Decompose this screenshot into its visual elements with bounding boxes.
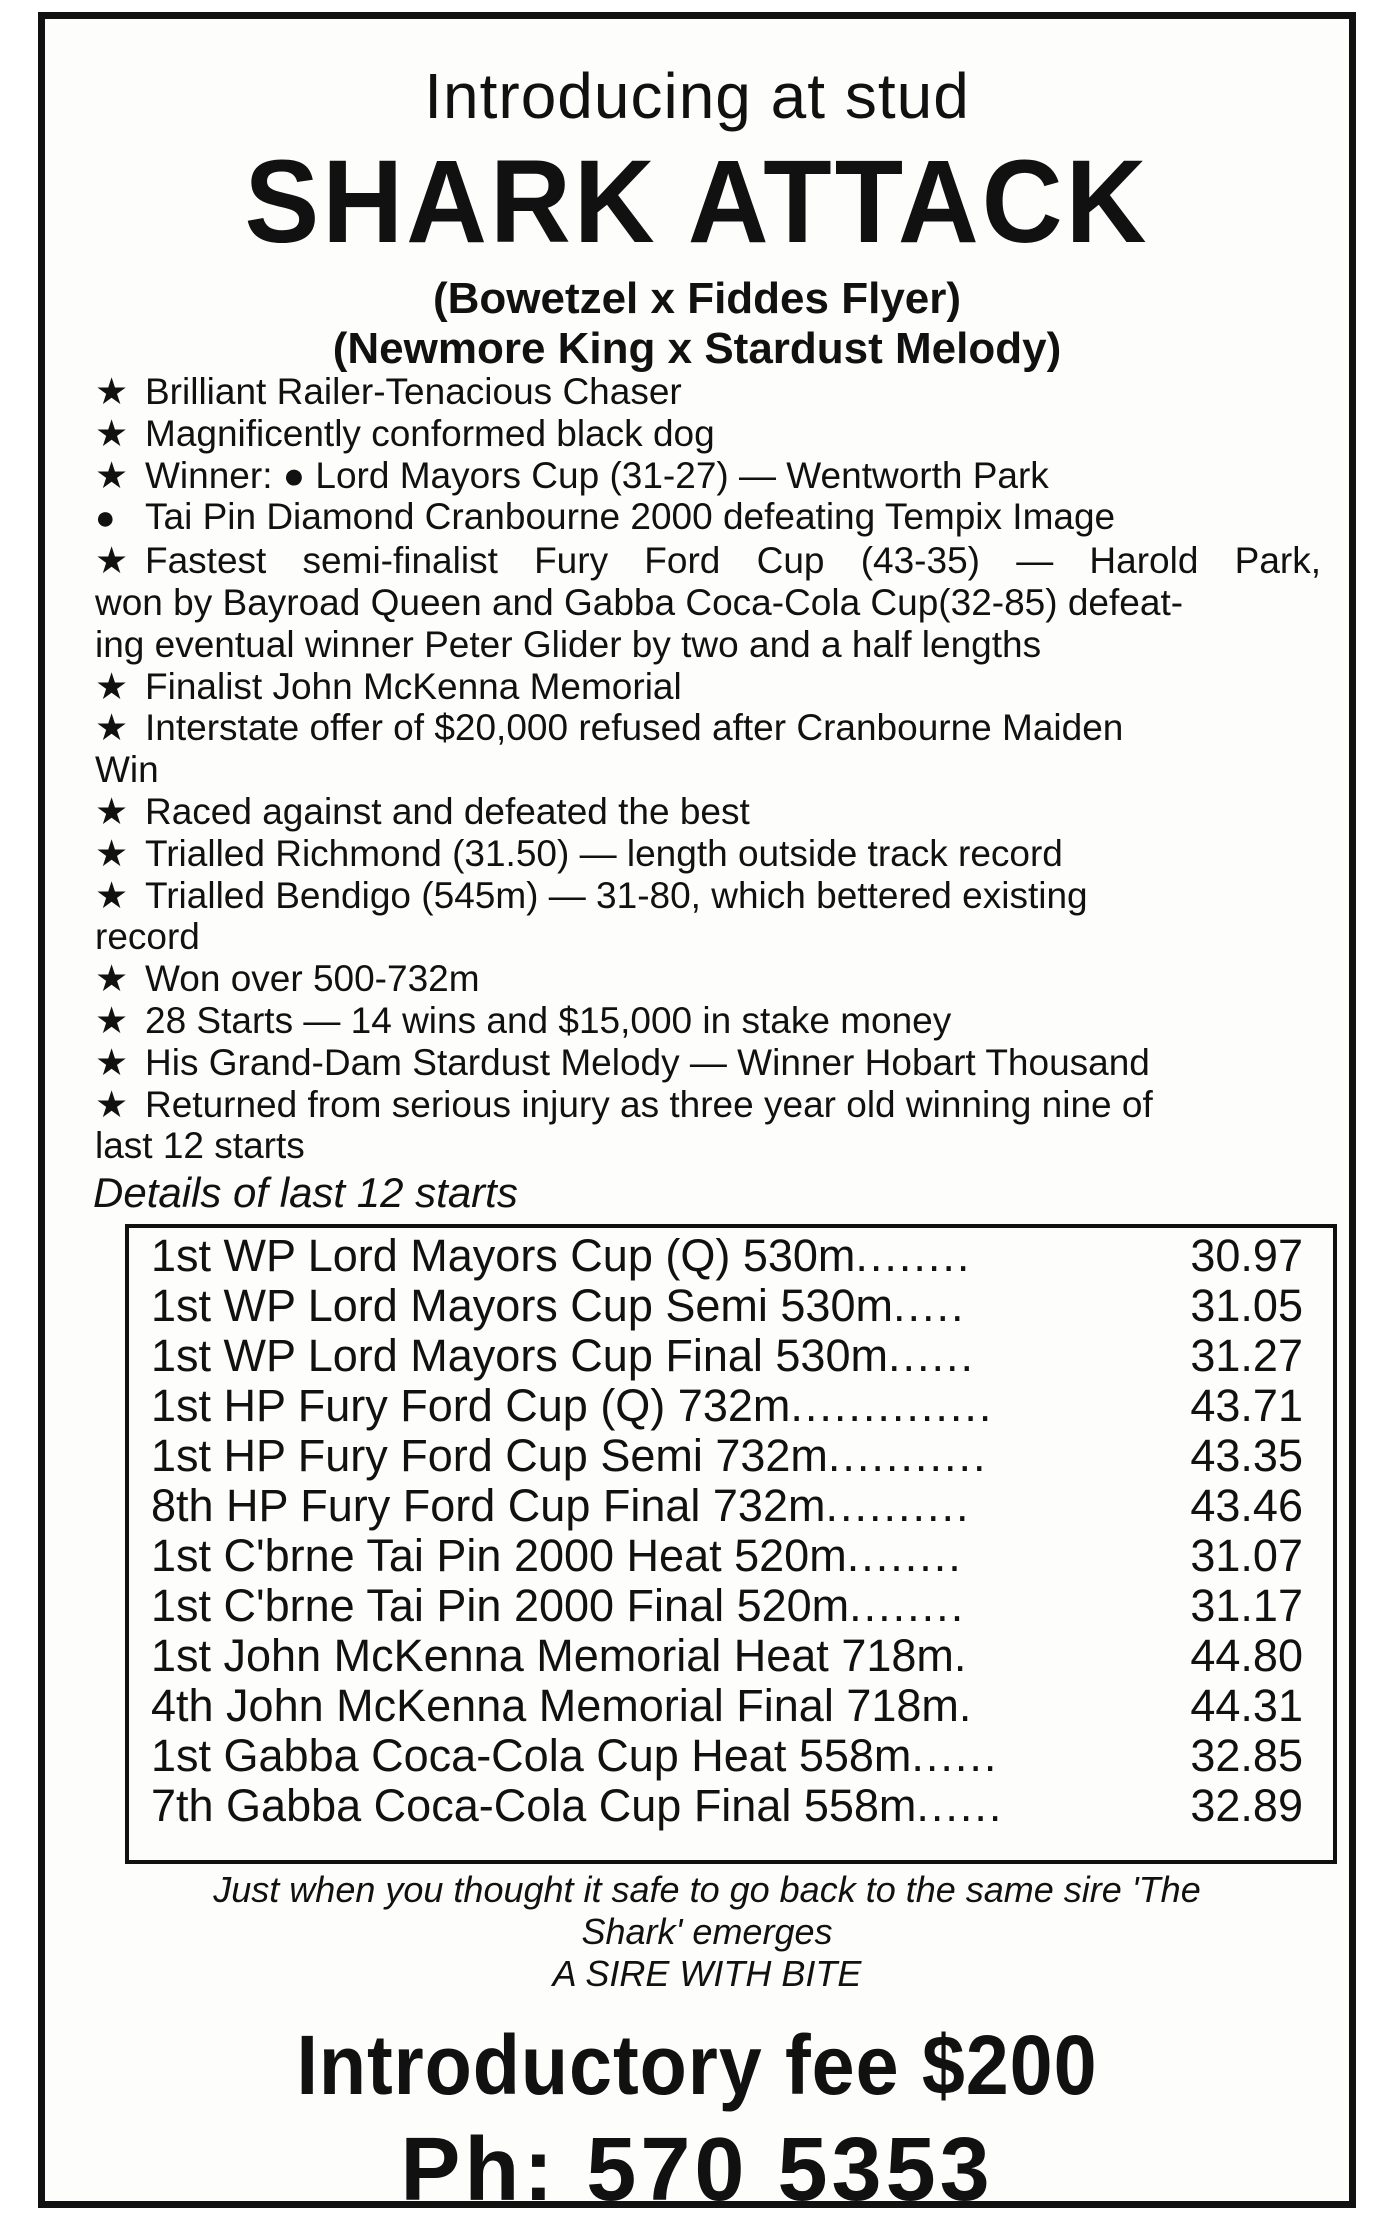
bullet-continuation: ing eventual winner Peter Glider by two and a half lengths [95,623,1042,665]
table-row [151,1332,1303,1382]
intro-heading: Introducing at stud [424,60,970,132]
race-name: 1st HP Fury Ford Cup Semi 732m [151,1430,828,1481]
details-heading: Details of last 12 starts [93,1169,518,1216]
table-row [151,1632,1303,1682]
race-name: 1st John McKenna Memorial Heat 718m [151,1630,954,1681]
race-time: 43.71 [1190,1380,1303,1431]
race-time: 30.97 [1190,1230,1303,1281]
race-time: 31.05 [1190,1280,1303,1331]
bullet-item: ● Tai Pin Diamond Cranbourne 2000 defeating Tempix Image [95,496,1321,540]
table-row [151,1382,1303,1432]
dot-leader: .......... [825,1480,971,1531]
bullet-continuation: record [95,916,200,958]
tagline-line-3: A SIRE WITH BITE [552,1953,862,1994]
star-icon: ★ [95,371,129,412]
tagline-line-1: Just when you thought it safe to go back to the same sire 'The [213,1869,1201,1910]
race-name: 1st WP Lord Mayors Cup Semi 530m [151,1280,893,1331]
table-row [151,1582,1303,1632]
star-icon: ★ [95,454,129,496]
star-icon: ★ [95,999,129,1041]
race-time: 32.89 [1190,1780,1303,1831]
bullet-item: ★ Returned from serious injury as three year old winning nine of [95,1083,1153,1125]
race-name: 7th Gabba Coca-Cola Cup Final 558m [151,1780,917,1831]
race-name: 4th John McKenna Memorial Final 718m [151,1680,959,1731]
race-time: 43.46 [1190,1480,1303,1531]
bullet-item: ★ Trialled Bendigo (545m) — 31-80, which bettered existing [95,874,1088,916]
dot-leader: ...... [887,1330,975,1381]
bullet-item: ★ Brilliant Railer-Tenacious Chaser [95,371,682,412]
table-row [151,1732,1303,1782]
race-name: 1st WP Lord Mayors Cup (Q) 530m [151,1230,856,1281]
bullet-item: ★ Interstate offer of $20,000 refused after Cranbourne Maiden [95,707,1124,749]
dot-leader: ...... [911,1730,999,1781]
bullet-item: ★ Winner: ● Lord Mayors Cup (31-27) — Wentworth Park [95,454,1049,496]
tagline [85,1869,1329,1995]
bullet-item: ★ Won over 500-732m [95,958,480,1000]
dot-leader: ........ [846,1530,963,1581]
race-time: 31.07 [1190,1530,1303,1581]
table-row [151,1232,1303,1282]
bullet-item: ★ His Grand-Dam Stardust Melody — Winner Hobart Thousand [95,1041,1150,1083]
achievements-list [95,371,1321,1167]
dot-leader: .............. [790,1380,994,1431]
star-icon: ★ [95,1083,129,1125]
stud-name-title: SHARK ATTACK [244,135,1150,268]
pedigree-dam-line: (Newmore King x Stardust Melody) [332,324,1062,373]
dot-leader: ........ [855,1230,972,1281]
advertisement-border [38,12,1356,2220]
dot-icon: ● [95,499,116,538]
phone-number: Ph: 570 5353 [400,2120,994,2220]
bullet-item: ★ 28 Starts — 14 wins and $15,000 in stake money [95,999,952,1041]
dot-leader: ........ [849,1580,966,1631]
race-time: 43.35 [1190,1430,1303,1481]
star-icon: ★ [95,412,129,454]
star-icon: ★ [95,540,129,582]
star-icon: ★ [95,707,129,749]
dot-leader: ........... [827,1430,988,1481]
bullet-continuation: last 12 starts [95,1125,305,1167]
bullet-item: ★ Trialled Richmond (31.50) — length outside track record [95,832,1063,874]
table-row [151,1532,1303,1582]
race-name: 1st C'brne Tai Pin 2000 Final 520m [151,1580,850,1631]
dot-leader: . [958,1680,974,1731]
race-name: 1st C'brne Tai Pin 2000 Heat 520m [151,1530,847,1581]
bullet-continuation: won by Bayroad Queen and Gabba Coca-Cola Cup(32-85) defeat- [95,581,1184,623]
dot-leader: ...... [916,1780,1004,1831]
race-time: 44.31 [1190,1680,1303,1731]
race-name: 8th HP Fury Ford Cup Final 732m [151,1480,826,1531]
table-row [151,1782,1303,1832]
bullet-continuation: Win [95,749,159,791]
star-icon: ★ [95,874,129,916]
dot-leader: ..... [892,1280,966,1331]
starts-table [125,1224,1337,1864]
race-time: 32.85 [1190,1730,1303,1781]
dot-leader: . [953,1630,969,1681]
tagline-line-2: Shark' emerges [581,1911,833,1952]
race-name: 1st Gabba Coca-Cola Cup Heat 558m [151,1730,912,1781]
star-icon: ★ [95,665,129,707]
bullet-item: ★ Raced against and defeated the best [95,790,750,832]
star-icon: ★ [95,790,129,832]
bullet-item: ★ Finalist John McKenna Memorial [95,665,682,707]
star-icon: ★ [95,958,129,1000]
race-name: 1st WP Lord Mayors Cup Final 530m [151,1330,888,1381]
table-row [151,1482,1303,1532]
pedigree-sire-line: (Bowetzel x Fiddes Flyer) [432,274,962,323]
bullet-item: ★ Fastest semi-finalist Fury Ford Cup (43-35) — Harold Park, [95,540,1321,582]
star-icon: ★ [95,832,129,874]
race-time: 44.80 [1190,1630,1303,1681]
star-icon: ★ [95,1041,129,1083]
bullet-item: ★ Magnificently conformed black dog [95,412,715,454]
race-time: 31.27 [1190,1330,1303,1381]
table-row [151,1682,1303,1732]
introductory-fee: Introductory fee $200 [296,2018,1098,2112]
table-row [151,1282,1303,1332]
table-row [151,1432,1303,1482]
race-time: 31.17 [1190,1580,1303,1631]
race-name: 1st HP Fury Ford Cup (Q) 732m [151,1380,791,1431]
